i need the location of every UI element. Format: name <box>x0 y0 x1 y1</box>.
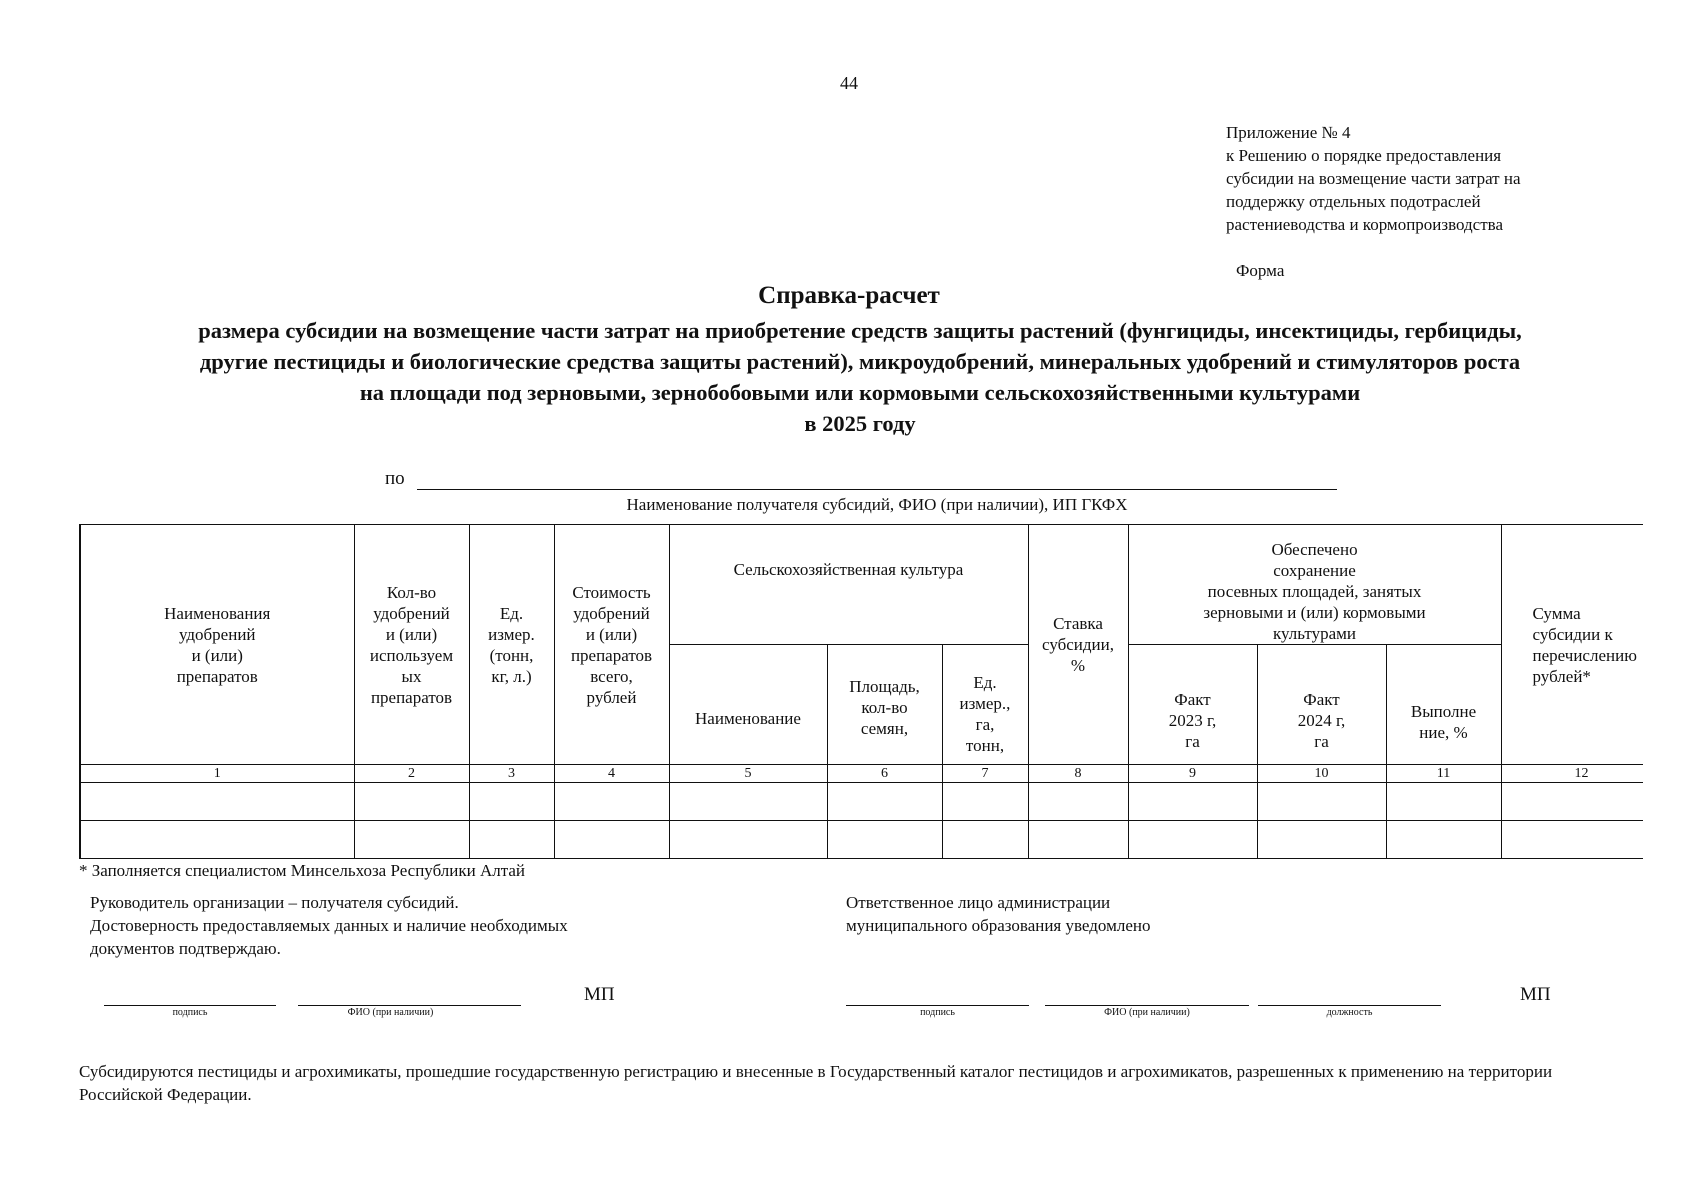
table-cell[interactable] <box>1028 821 1128 859</box>
subtitle-line: в 2025 году <box>804 411 916 436</box>
signature-text-line: Руководитель организации – получателя субсидий. <box>90 893 459 912</box>
header-completion: Выполне ние, % <box>1386 645 1501 765</box>
subtitle-line: размера субсидии на возмещение части затрат на приобретение средств защиты растений (фунгициды, инсектициды, гербициды, <box>198 318 1522 343</box>
header-quantity: Кол-во удобрений и (или) используем ых препаратов <box>354 525 469 765</box>
table-cell[interactable] <box>469 783 554 821</box>
signature-text-line: документов подтверждаю. <box>90 939 281 958</box>
table-cell[interactable] <box>827 821 942 859</box>
recipient-prefix: по <box>385 468 405 489</box>
table-cell[interactable] <box>1386 821 1501 859</box>
column-number: 10 <box>1257 765 1386 783</box>
table-cell[interactable] <box>469 821 554 859</box>
table-cell[interactable] <box>554 821 669 859</box>
table-cell[interactable] <box>1501 783 1643 821</box>
table-row <box>80 783 1643 821</box>
table-cell[interactable] <box>1028 859 1128 860</box>
form-label: Форма <box>1236 261 1285 280</box>
header-preserved-area-group: Обеспечено сохранение посевных площадей, занятых зерновыми и (или) кормовыми культурами <box>1128 525 1501 645</box>
header-crop-area: Площадь, кол-во семян, <box>827 645 942 765</box>
recipient-input-line[interactable] <box>417 489 1337 490</box>
table-cell[interactable] <box>1128 821 1257 859</box>
subtitle-line: на площади под зерновыми, зернобобовыми или кормовыми сельскохозяйственными культурами <box>359 380 1361 405</box>
table-cell[interactable] <box>669 821 827 859</box>
signature-text-line: муниципального образования уведомлено <box>846 916 1151 935</box>
appendix-line: Приложение № 4 <box>1226 123 1351 142</box>
table-cell[interactable] <box>669 859 827 860</box>
table-cell[interactable] <box>1128 859 1257 860</box>
right-signature-caption: подпись <box>920 1007 955 1018</box>
table-cell[interactable] <box>80 783 354 821</box>
left-signature-caption: подпись <box>172 1007 208 1018</box>
subtitle-line: другие пестициды и биологические средства защиты растений), микроудобрений, минеральных удобрений и стимуляторов роста <box>199 349 1521 374</box>
column-numbers-row <box>80 765 1643 783</box>
document-title: Справка-расчет <box>758 282 940 309</box>
left-name-caption: ФИО (при наличии) <box>347 1007 434 1018</box>
table-cell[interactable] <box>1257 783 1386 821</box>
header-subsidy-sum: Сумма субсидии к перечислению рублей* <box>1501 525 1643 765</box>
header-cost: Стоимость удобрений и (или) препаратов всего, рублей <box>554 525 669 765</box>
table-cell[interactable] <box>1501 821 1643 859</box>
column-number: 3 <box>469 765 554 783</box>
signature-text-line: Ответственное лицо администрации <box>846 893 1111 912</box>
header-unit: Ед. измер. (тонн, кг, л.) <box>469 525 554 765</box>
document-subtitle <box>70 315 1650 439</box>
table-cell[interactable] <box>354 821 469 859</box>
column-number: 4 <box>554 765 669 783</box>
appendix-line: к Решению о порядке предоставления <box>1226 146 1502 165</box>
column-number: 8 <box>1028 765 1128 783</box>
table-cell[interactable] <box>1386 783 1501 821</box>
left-signature-line[interactable] <box>104 1005 276 1006</box>
right-signature-text <box>846 891 1150 937</box>
table-cell[interactable] <box>942 821 1028 859</box>
column-number: 11 <box>1386 765 1501 783</box>
header-fact-2024: Факт 2024 г, га <box>1257 645 1386 765</box>
footnote: * Заполняется специалистом Минсельхоза Республики Алтай <box>79 861 526 880</box>
right-signature-line[interactable] <box>846 1005 1029 1006</box>
column-number: 9 <box>1128 765 1257 783</box>
table-cell[interactable] <box>942 783 1028 821</box>
column-number: 6 <box>827 765 942 783</box>
table-cell[interactable] <box>354 859 469 860</box>
header-fertilizer-name: Наименования удобрений и (или) препаратов <box>80 525 354 765</box>
left-stamp-label: МП <box>584 984 615 1005</box>
recipient-caption: Наименование получателя субсидий, ФИО (при наличии), ИП ГКФХ <box>626 495 1128 514</box>
table-cell[interactable] <box>80 821 354 859</box>
column-number: 5 <box>669 765 827 783</box>
table-cell[interactable] <box>669 783 827 821</box>
table-cell[interactable] <box>554 783 669 821</box>
table-cell[interactable] <box>1257 821 1386 859</box>
column-number: 1 <box>80 765 354 783</box>
column-number: 12 <box>1501 765 1643 783</box>
right-position-caption: должность <box>1326 1007 1373 1018</box>
header-crop-unit: Ед. измер., га, тонн, <box>942 645 1028 765</box>
left-signature-text <box>90 891 568 960</box>
signature-text-line: Достоверность предоставляемых данных и наличие необходимых <box>90 916 568 935</box>
table-row <box>80 859 1643 860</box>
bottom-note: Субсидируются пестициды и агрохимикаты, прошедшие государственную регистрацию и внесенные в Государственный каталог пестицидов и агрохимикатов, разрешенных к применению на территории Российской Федерации. <box>79 1062 1553 1104</box>
table-cell[interactable] <box>1386 859 1501 860</box>
right-stamp-label: МП <box>1520 984 1551 1005</box>
table-cell[interactable] <box>1257 859 1386 860</box>
left-name-line[interactable] <box>298 1005 521 1006</box>
calculation-table-wrapper <box>79 524 1643 859</box>
table-cell[interactable] <box>827 859 942 860</box>
right-name-line[interactable] <box>1045 1005 1249 1006</box>
appendix-line: растениеводства и кормопроизводства <box>1226 215 1503 234</box>
table-cell[interactable] <box>827 783 942 821</box>
table-row <box>80 821 1643 859</box>
column-number: 2 <box>354 765 469 783</box>
header-crop-name: Наименование <box>669 645 827 765</box>
table-cell[interactable] <box>354 783 469 821</box>
appendix-block <box>1226 121 1521 236</box>
table-cell[interactable] <box>80 859 354 860</box>
table-cell[interactable] <box>469 859 554 860</box>
header-fact-2023: Факт 2023 г, га <box>1128 645 1257 765</box>
right-name-caption: ФИО (при наличии) <box>1104 1007 1190 1018</box>
appendix-line: поддержку отдельных подотраслей <box>1226 192 1481 211</box>
header-crop-group: Сельскохозяйственная культура <box>669 525 1028 645</box>
header-subsidy-rate: Ставка субсидии, % <box>1028 525 1128 765</box>
right-position-line[interactable] <box>1258 1005 1441 1006</box>
table-cell[interactable] <box>554 859 669 860</box>
column-number: 7 <box>942 765 1028 783</box>
table-cell[interactable] <box>1501 859 1643 860</box>
appendix-line: субсидии на возмещение части затрат на <box>1226 169 1521 188</box>
table-cell[interactable] <box>1028 783 1128 821</box>
table-cell[interactable] <box>1128 783 1257 821</box>
table-cell[interactable] <box>942 859 1028 860</box>
calculation-table <box>79 524 1643 859</box>
page-number: 44 <box>840 73 858 93</box>
